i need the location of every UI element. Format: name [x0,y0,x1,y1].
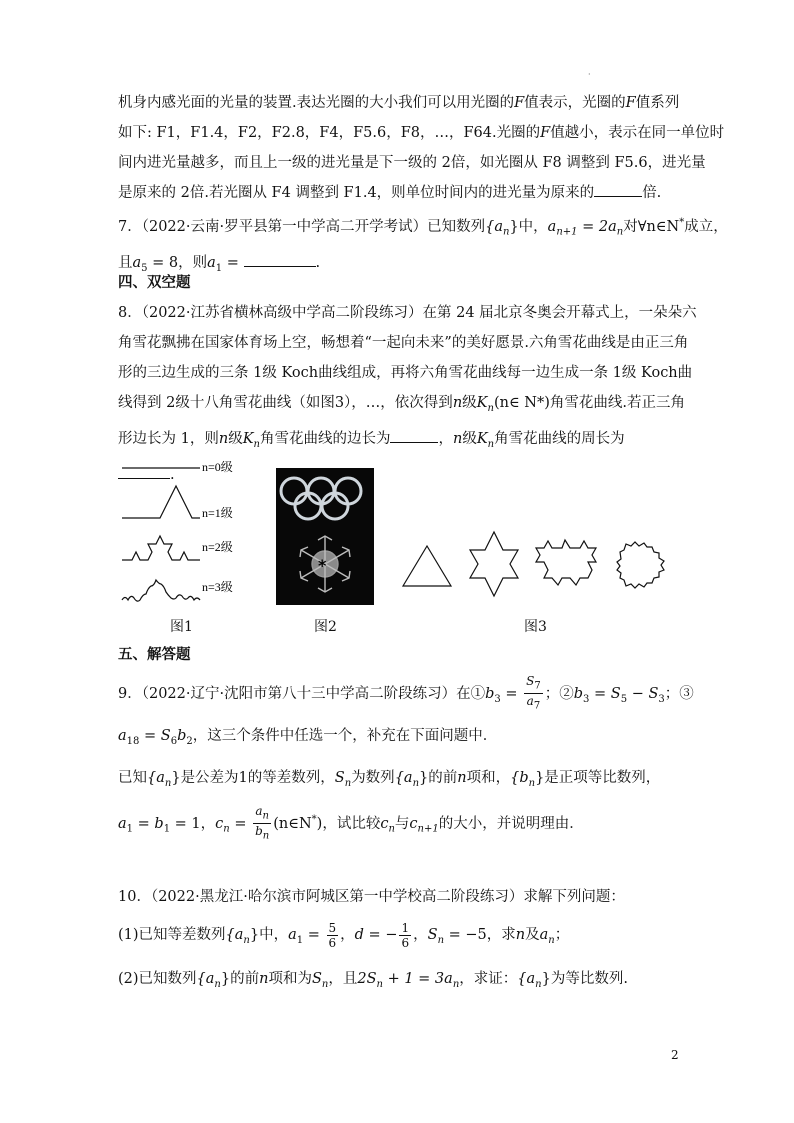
figure-3 [403,532,664,596]
snowflake-center-icon: * [318,556,327,575]
snowflake-level-3 [617,542,664,588]
figure-2 [276,468,374,605]
answer-blank [594,182,642,197]
figure-1-label-3: n=3级 [202,580,233,594]
figure-1-label-0: n=0级 [202,460,233,474]
intro-paragraph: 机身内感光面的光量的装置.表达光圈的大小我们可以用光圈的F值表示，光圈的F值系列 如下: F1，F1.4，F2，F2.8，F4，F5.6，F8，…，F64.光圈的F值越小，表示在同一单位时 间内进光量越多，而且上一级的进光量是下一级的 2倍，如光圈从 F8 调整到 F5.6，进光量 是原来的 2倍.若光圈从 F4 调整到 F1.4，则单位时间内的进光量为原来的 倍. [118,95,725,201]
figure-1-label-1: n=1级 [202,506,233,520]
figure-1 [122,468,200,601]
figure-2-caption: 图2 [314,619,337,635]
snowflake-level-1 [470,532,518,596]
section-heading-4: 四、双空题 [118,274,191,291]
koch-level-1 [122,486,200,518]
figure-koch-curves [118,460,678,612]
answer-blank [390,428,438,443]
answer-blank [244,252,316,267]
snowflake-level-2 [536,540,596,585]
snowflake-level-0 [403,546,451,586]
question-7: 7．（2022·云南·罗平县第一中学高二开学考试）已知数列$\{a_n\}$中，$a_{n+1} = 2a_n$对∀n∈N*成立， 且$a_5 = 8$，则$a_1$ = . [118,217,728,274]
question-8: 8．（2022·江苏省横林高级中学高二阶段练习）在第 24 届北京冬奥会开幕式上，一朵朵六 角雪花飘拂在国家体育场上空，畅想着“一起向未来”的美好愿景.六角雪花曲线是由正三角 形的三边生成的三条 1级 Koch曲线组成，再将六角雪花曲线每一边生成一条 1级 Koch曲 线得到 2级十八角雪花曲线（如图3），…，依次得到n级$K_n(n\in$ N*)角雪花曲线.若正三角 形边长为 1，则n级$K_n$角雪花曲线的边长为 ，n级$K_n$角雪花曲线的周长为 . [118,305,697,483]
figure-3-caption: 图3 [524,619,547,635]
section-heading-5: 五、解答题 [118,646,191,663]
figure-1-label-2: n=2级 [202,540,233,554]
header-dot: · [588,70,591,79]
question-10: 10．（2022·黑龙江·哈尔滨市阿城区第一中学校高二阶段练习）求解下列问题： (1)已知等差数列$\{a_n\}$中，$a_1$ = $\frac{5}{6}$ ，d = − $\frac{1}{6}$ ，$S_n = -5$，求n及$a_n$； (2)已知数列$\{a_n\}$的前n项和为$S_n$，且$2S_n + 1 = 3a_n$，求证：$\{a_n\}$为等比数列. [118,889,628,990]
figure-1-caption: 图1 [170,619,193,635]
page-number: 2 [671,1048,679,1062]
question-9: 9．（2022·辽宁·沈阳市第八十三中学高二阶段练习）在$①b_3$ = $\frac{S_7}{a_7}$ ；$②b_3 = S_5 - S_3$；③ $a_{18} = S_6b_2$，这三个条件中任选一个，补充在下面问题中． 已知$\{a_n\}$是公差为1的等差数列，$S_n$为数列$\{a_n\}$的前n项和，$\{b_n\}$是正项等比数列， $a_1 = b_1 = 1$，$c_n$ = $\frac{a_n}{b_n}$ (n∈N*)，试比较$c_n$与$c_{n+1}$的大小，并说明理由． [118,674,694,842]
koch-level-2 [122,536,200,560]
koch-level-3 [122,580,200,601]
